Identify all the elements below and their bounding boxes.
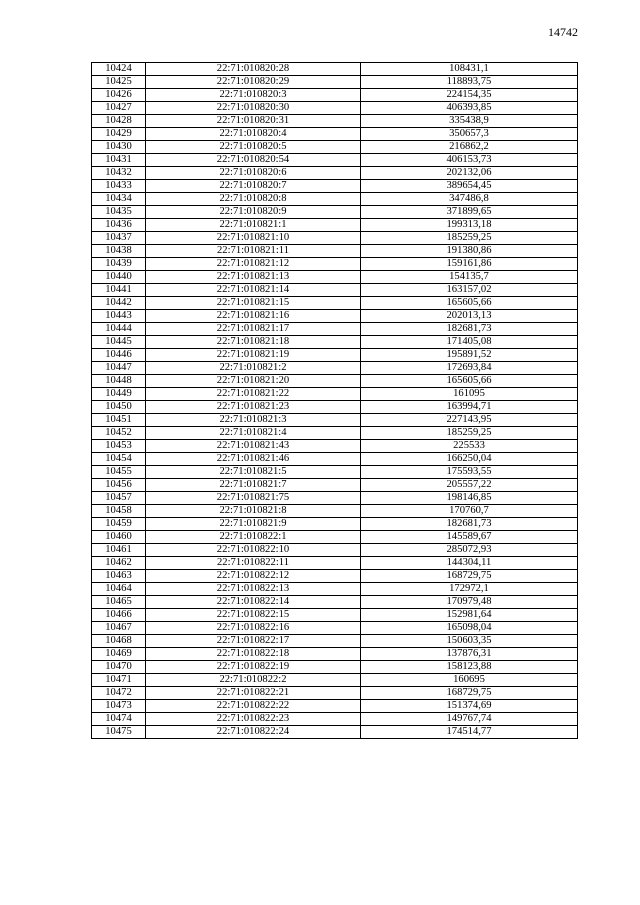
table-row	[92, 622, 578, 635]
table-row	[92, 167, 578, 180]
cadastral-number-cell: 22:71:010821:7	[146, 479, 361, 492]
row-number-cell: 10426	[92, 89, 146, 102]
cadastral-number-cell: 22:71:010821:3	[146, 414, 361, 427]
table-row	[92, 453, 578, 466]
cadastral-value-cell: 159161,86	[361, 258, 578, 271]
cadastral-number-cell: 22:71:010822:24	[146, 726, 361, 739]
table-row	[92, 297, 578, 310]
table-row	[92, 570, 578, 583]
cadastral-number-cell: 22:71:010820:28	[146, 63, 361, 76]
table-row	[92, 726, 578, 739]
table-row	[92, 388, 578, 401]
row-number-cell: 10465	[92, 596, 146, 609]
cadastral-number-cell: 22:71:010822:18	[146, 648, 361, 661]
cadastral-value-cell: 202013,13	[361, 310, 578, 323]
table-row	[92, 323, 578, 336]
cadastral-number-cell: 22:71:010821:14	[146, 284, 361, 297]
table-row	[92, 609, 578, 622]
table-row	[92, 219, 578, 232]
row-number-cell: 10461	[92, 544, 146, 557]
table-row	[92, 635, 578, 648]
cadastral-value-cell: 163994,71	[361, 401, 578, 414]
cadastral-number-cell: 22:71:010820:30	[146, 102, 361, 115]
row-number-cell: 10474	[92, 713, 146, 726]
table-row	[92, 583, 578, 596]
row-number-cell: 10453	[92, 440, 146, 453]
cadastral-value-cell: 166250,04	[361, 453, 578, 466]
table-row	[92, 518, 578, 531]
cadastral-number-cell: 22:71:010821:20	[146, 375, 361, 388]
table-row	[92, 401, 578, 414]
cadastral-number-cell: 22:71:010822:2	[146, 674, 361, 687]
cadastral-number-cell: 22:71:010820:54	[146, 154, 361, 167]
cadastral-number-cell: 22:71:010821:19	[146, 349, 361, 362]
cadastral-number-cell: 22:71:010820:6	[146, 167, 361, 180]
row-number-cell: 10454	[92, 453, 146, 466]
cadastral-value-cell: 171405,08	[361, 336, 578, 349]
row-number-cell: 10442	[92, 297, 146, 310]
cadastral-number-cell: 22:71:010822:11	[146, 557, 361, 570]
table-row	[92, 284, 578, 297]
row-number-cell: 10473	[92, 700, 146, 713]
row-number-cell: 10429	[92, 128, 146, 141]
cadastral-value-table	[91, 62, 578, 739]
cadastral-number-cell: 22:71:010821:43	[146, 440, 361, 453]
cadastral-value-cell: 216862,2	[361, 141, 578, 154]
table-row	[92, 414, 578, 427]
table-row	[92, 661, 578, 674]
row-number-cell: 10475	[92, 726, 146, 739]
cadastral-number-cell: 22:71:010821:16	[146, 310, 361, 323]
row-number-cell: 10463	[92, 570, 146, 583]
cadastral-value-cell: 202132,06	[361, 167, 578, 180]
row-number-cell: 10445	[92, 336, 146, 349]
row-number-cell: 10450	[92, 401, 146, 414]
row-number-cell: 10469	[92, 648, 146, 661]
cadastral-number-cell: 22:71:010821:10	[146, 232, 361, 245]
table-row	[92, 128, 578, 141]
table-body	[92, 63, 578, 739]
row-number-cell: 10428	[92, 115, 146, 128]
row-number-cell: 10427	[92, 102, 146, 115]
row-number-cell: 10430	[92, 141, 146, 154]
row-number-cell: 10431	[92, 154, 146, 167]
table-row	[92, 154, 578, 167]
cadastral-value-cell: 137876,31	[361, 648, 578, 661]
row-number-cell: 10437	[92, 232, 146, 245]
cadastral-number-cell: 22:71:010821:13	[146, 271, 361, 284]
table-row	[92, 336, 578, 349]
page-number: 14742	[548, 25, 578, 39]
cadastral-value-cell: 347486,8	[361, 193, 578, 206]
row-number-cell: 10472	[92, 687, 146, 700]
table-row	[92, 193, 578, 206]
cadastral-value-cell: 371899,65	[361, 206, 578, 219]
cadastral-number-cell: 22:71:010821:11	[146, 245, 361, 258]
cadastral-number-cell: 22:71:010821:2	[146, 362, 361, 375]
cadastral-value-cell: 144304,11	[361, 557, 578, 570]
cadastral-value-cell: 185259,25	[361, 427, 578, 440]
cadastral-number-cell: 22:71:010821:5	[146, 466, 361, 479]
cadastral-number-cell: 22:71:010822:13	[146, 583, 361, 596]
row-number-cell: 10440	[92, 271, 146, 284]
row-number-cell: 10455	[92, 466, 146, 479]
cadastral-value-cell: 108431,1	[361, 63, 578, 76]
row-number-cell: 10460	[92, 531, 146, 544]
cadastral-number-cell: 22:71:010821:8	[146, 505, 361, 518]
table-row	[92, 531, 578, 544]
cadastral-value-cell: 182681,73	[361, 518, 578, 531]
cadastral-value-cell: 163157,02	[361, 284, 578, 297]
cadastral-number-cell: 22:71:010822:1	[146, 531, 361, 544]
cadastral-number-cell: 22:71:010820:8	[146, 193, 361, 206]
cadastral-value-cell: 165605,66	[361, 375, 578, 388]
row-number-cell: 10464	[92, 583, 146, 596]
cadastral-number-cell: 22:71:010821:9	[146, 518, 361, 531]
table-row	[92, 713, 578, 726]
cadastral-value-cell: 151374,69	[361, 700, 578, 713]
table-row	[92, 674, 578, 687]
row-number-cell: 10467	[92, 622, 146, 635]
cadastral-number-cell: 22:71:010821:18	[146, 336, 361, 349]
cadastral-number-cell: 22:71:010822:15	[146, 609, 361, 622]
cadastral-value-cell: 154135,7	[361, 271, 578, 284]
cadastral-value-cell: 158123,88	[361, 661, 578, 674]
row-number-cell: 10433	[92, 180, 146, 193]
table-row	[92, 271, 578, 284]
cadastral-value-cell: 225533	[361, 440, 578, 453]
table-row	[92, 505, 578, 518]
cadastral-number-cell: 22:71:010822:21	[146, 687, 361, 700]
row-number-cell: 10459	[92, 518, 146, 531]
cadastral-value-cell: 149767,74	[361, 713, 578, 726]
row-number-cell: 10462	[92, 557, 146, 570]
cadastral-value-cell: 172972,1	[361, 583, 578, 596]
row-number-cell: 10424	[92, 63, 146, 76]
table-row	[92, 63, 578, 76]
table-row	[92, 648, 578, 661]
row-number-cell: 10425	[92, 76, 146, 89]
cadastral-number-cell: 22:71:010822:19	[146, 661, 361, 674]
row-number-cell: 10451	[92, 414, 146, 427]
cadastral-value-cell: 199313,18	[361, 219, 578, 232]
table-row	[92, 479, 578, 492]
cadastral-value-cell: 285072,93	[361, 544, 578, 557]
cadastral-value-cell: 350657,3	[361, 128, 578, 141]
cadastral-value-cell: 150603,35	[361, 635, 578, 648]
table-row	[92, 349, 578, 362]
table-row	[92, 466, 578, 479]
table-row	[92, 102, 578, 115]
cadastral-number-cell: 22:71:010821:22	[146, 388, 361, 401]
cadastral-value-cell: 145589,67	[361, 531, 578, 544]
cadastral-value-cell: 182681,73	[361, 323, 578, 336]
cadastral-value-cell: 172693,84	[361, 362, 578, 375]
table-row	[92, 557, 578, 570]
cadastral-number-cell: 22:71:010822:22	[146, 700, 361, 713]
cadastral-value-cell: 165605,66	[361, 297, 578, 310]
cadastral-number-cell: 22:71:010822:16	[146, 622, 361, 635]
row-number-cell: 10471	[92, 674, 146, 687]
cadastral-value-cell: 406153,73	[361, 154, 578, 167]
row-number-cell: 10444	[92, 323, 146, 336]
cadastral-value-cell: 389654,45	[361, 180, 578, 193]
row-number-cell: 10449	[92, 388, 146, 401]
cadastral-number-cell: 22:71:010820:7	[146, 180, 361, 193]
cadastral-number-cell: 22:71:010820:4	[146, 128, 361, 141]
row-number-cell: 10438	[92, 245, 146, 258]
cadastral-number-cell: 22:71:010820:31	[146, 115, 361, 128]
cadastral-value-cell: 118893,75	[361, 76, 578, 89]
table-row	[92, 141, 578, 154]
row-number-cell: 10443	[92, 310, 146, 323]
row-number-cell: 10441	[92, 284, 146, 297]
table-row	[92, 76, 578, 89]
cadastral-number-cell: 22:71:010821:17	[146, 323, 361, 336]
cadastral-value-cell: 335438,9	[361, 115, 578, 128]
row-number-cell: 10466	[92, 609, 146, 622]
row-number-cell: 10470	[92, 661, 146, 674]
table-row	[92, 375, 578, 388]
row-number-cell: 10434	[92, 193, 146, 206]
cadastral-value-cell: 168729,75	[361, 687, 578, 700]
cadastral-number-cell: 22:71:010821:4	[146, 427, 361, 440]
table-row	[92, 115, 578, 128]
row-number-cell: 10452	[92, 427, 146, 440]
cadastral-number-cell: 22:71:010822:12	[146, 570, 361, 583]
table-row	[92, 232, 578, 245]
cadastral-number-cell: 22:71:010821:46	[146, 453, 361, 466]
row-number-cell: 10432	[92, 167, 146, 180]
table-row	[92, 700, 578, 713]
cadastral-value-cell: 406393,85	[361, 102, 578, 115]
cadastral-value-cell: 227143,95	[361, 414, 578, 427]
cadastral-number-cell: 22:71:010822:23	[146, 713, 361, 726]
table-row	[92, 206, 578, 219]
row-number-cell: 10458	[92, 505, 146, 518]
cadastral-number-cell: 22:71:010820:5	[146, 141, 361, 154]
cadastral-number-cell: 22:71:010820:3	[146, 89, 361, 102]
table-row	[92, 310, 578, 323]
row-number-cell: 10457	[92, 492, 146, 505]
cadastral-value-cell: 165098,04	[361, 622, 578, 635]
cadastral-value-cell: 195891,52	[361, 349, 578, 362]
table-row	[92, 440, 578, 453]
table-row	[92, 544, 578, 557]
cadastral-number-cell: 22:71:010820:29	[146, 76, 361, 89]
cadastral-number-cell: 22:71:010821:1	[146, 219, 361, 232]
cadastral-number-cell: 22:71:010822:17	[146, 635, 361, 648]
row-number-cell: 10468	[92, 635, 146, 648]
cadastral-number-cell: 22:71:010821:75	[146, 492, 361, 505]
table-row	[92, 245, 578, 258]
cadastral-value-cell: 170979,48	[361, 596, 578, 609]
row-number-cell: 10456	[92, 479, 146, 492]
table-row	[92, 362, 578, 375]
cadastral-number-cell: 22:71:010821:12	[146, 258, 361, 271]
cadastral-value-cell: 168729,75	[361, 570, 578, 583]
row-number-cell: 10448	[92, 375, 146, 388]
row-number-cell: 10436	[92, 219, 146, 232]
table-row	[92, 180, 578, 193]
cadastral-value-cell: 160695	[361, 674, 578, 687]
row-number-cell: 10446	[92, 349, 146, 362]
cadastral-value-cell: 175593,55	[361, 466, 578, 479]
cadastral-value-cell: 152981,64	[361, 609, 578, 622]
cadastral-value-cell: 224154,35	[361, 89, 578, 102]
cadastral-value-cell: 185259,25	[361, 232, 578, 245]
row-number-cell: 10435	[92, 206, 146, 219]
table-row	[92, 492, 578, 505]
cadastral-value-cell: 191380,86	[361, 245, 578, 258]
cadastral-value-cell: 174514,77	[361, 726, 578, 739]
cadastral-value-cell: 205557,22	[361, 479, 578, 492]
table-row	[92, 89, 578, 102]
cadastral-value-cell: 170760,7	[361, 505, 578, 518]
row-number-cell: 10447	[92, 362, 146, 375]
cadastral-number-cell: 22:71:010821:23	[146, 401, 361, 414]
cadastral-number-cell: 22:71:010821:15	[146, 297, 361, 310]
table-row	[92, 258, 578, 271]
row-number-cell: 10439	[92, 258, 146, 271]
table-row	[92, 687, 578, 700]
cadastral-value-cell: 161095	[361, 388, 578, 401]
cadastral-number-cell: 22:71:010820:9	[146, 206, 361, 219]
table-row	[92, 427, 578, 440]
table-row	[92, 596, 578, 609]
cadastral-value-cell: 198146,85	[361, 492, 578, 505]
cadastral-number-cell: 22:71:010822:10	[146, 544, 361, 557]
cadastral-number-cell: 22:71:010822:14	[146, 596, 361, 609]
